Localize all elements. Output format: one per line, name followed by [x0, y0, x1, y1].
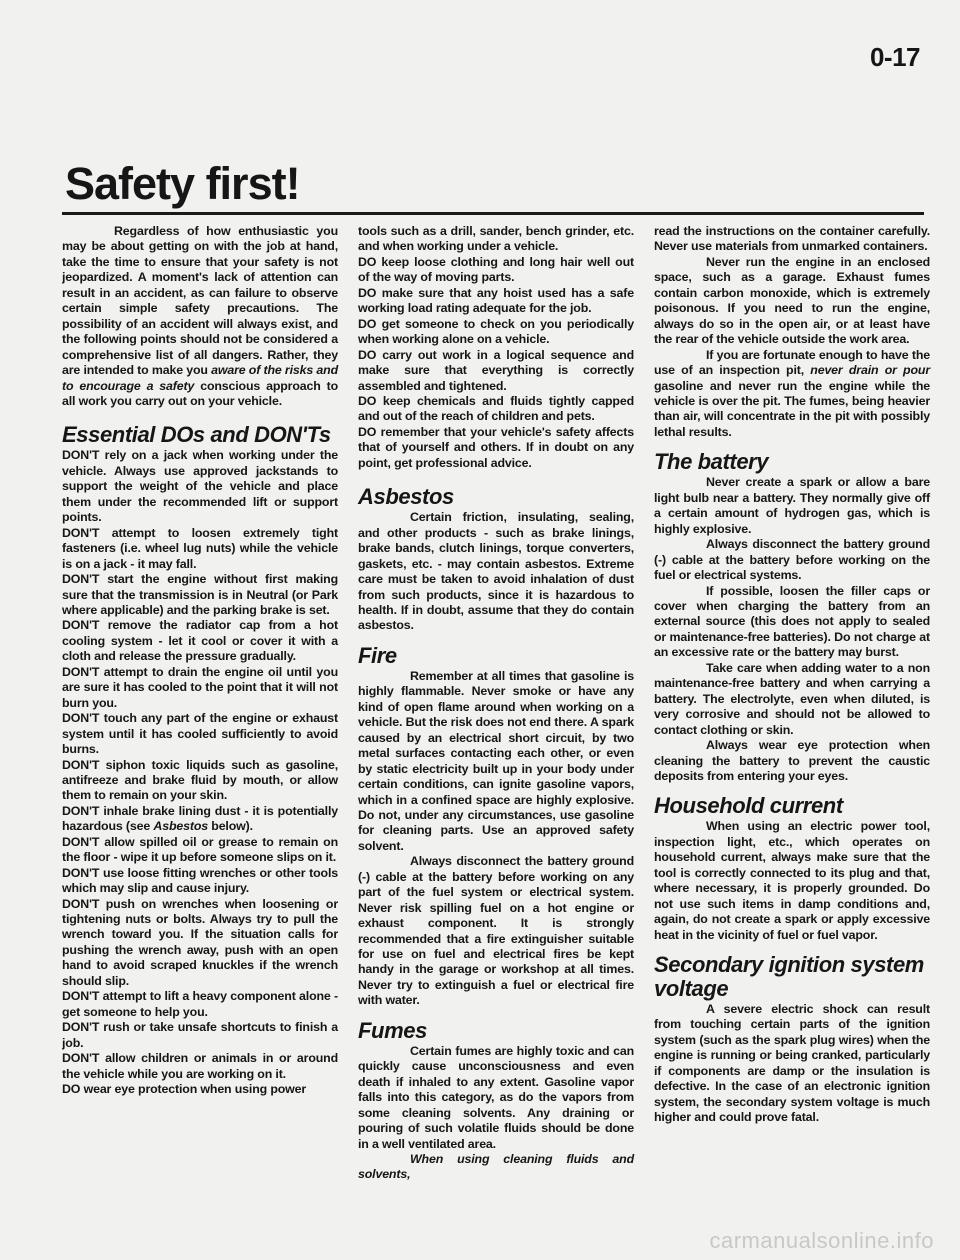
fumes-paragraph-3: Never run the engine in an enclosed space, such as a garage. Exhaust fumes contain carbon monoxide, which is extremely poisonous. If you need to run the engine, always do so in the open air, or at least have the rear of the vehicle outside the work area. [654, 254, 930, 347]
fire-paragraph-1: Remember at all times that gasoline is highly flammable. Never smoke or have any kind of open flame around when working on a vehicle. But the risk does not end there. A spark caused by an electrical short circuit, by two metal surfaces contacting each other, or even by static electricity built up in your body under certain conditions, can ignite gasoline vapors, which in a confined space are highly explosive. Do not, under any circumstances, use gasoline for cleaning parts. Use an approved safety solvent. [358, 668, 634, 853]
column-2 [358, 224, 634, 1236]
rule-item: DON'T siphon toxic liquids such as gasoline, antifreeze and brake fluid by mouth, or allow them to remain on your skin. [62, 757, 338, 803]
rule-item: DO wear eye protection when using power [62, 1082, 307, 1097]
continued-text: read the instructions on the container carefully. Never use materials from unmarked containers. [654, 224, 930, 254]
rule-item: DON'T push on wrenches when loosening or tightening nuts or bolts. Always try to pull the wrench toward you. If the situation calls for pushing the wrench away, push with an open hand to avoid scraped knuckles if the wrench should slip. [62, 896, 338, 988]
rule-item: DON'T attempt to drain the engine oil until you are sure it has cooled to the point that it will not burn you. [62, 664, 338, 710]
fumes-heading: Fumes [358, 1017, 427, 1043]
page-title: Safety first! [65, 158, 300, 209]
battery-paragraph-5: Always wear eye protection when cleaning the battery to prevent the caustic deposits from entering your eyes. [654, 738, 930, 783]
rule-item: DO keep chemicals and fluids tightly capped and out of the reach of children and pets. [358, 393, 634, 424]
household-paragraph: When using an electric power tool, inspection light, etc., which operates on household current, always make sure that the tool is correctly connected to its plug and that, where necessary, it is properly grounded. Do not use such items in damp conditions and, again, do not create a spark or apply excessive heat in the vicinity of fuel or fuel vapor. [654, 819, 930, 942]
ignition-paragraph: A severe electric shock can result from touching certain parts of the ignition system (such as the spark plug wires) when the engine is running or being cranked, particularly if components are damp or the insulation is defective. In the case of an electronic ignition system, the secondary system voltage is much higher and could prove fatal. [654, 1002, 930, 1125]
rule-item: DO carry out work in a logical sequence and make sure that everything is correctly assembled and tightened. [358, 347, 634, 393]
rule-item: DON'T remove the radiator cap from a hot cooling system - let it cool or cover it with a cloth and release the pressure gradually. [62, 618, 338, 664]
battery-paragraph-2: Always disconnect the battery ground (-) cable at the battery before working on the fuel or electrical systems. [654, 537, 930, 583]
ignition-heading-line-1: Secondary ignition system [654, 952, 924, 978]
page-number: 0-17 [869, 42, 920, 72]
rule-item: DON'T use loose fitting wrenches or other tools which may slip and cause injury. [62, 865, 338, 896]
intro-paragraph: Regardless of how enthusiastic you may be about getting on with the job at hand, take the time to ensure that your safety is not jeopardized. A moment's lack of attention can result in an accident, as can failure to observe certain simple safety precautions. The possibility of an accident will always exist, and the following points should not be considered a comprehensive list of all dangers. Rather, they are intended to make you aware of the risks and to encourage a safety conscious approach to all work you carry out on your vehicle. [62, 224, 339, 408]
rule-item: DON'T attempt to loosen extremely tight fasteners (i.e. wheel lug nuts) while the vehicle is on a jack - it may fall. [62, 525, 338, 571]
rule-item-dust: DON'T inhale brake lining dust - it is potentially hazardous (see Asbestos below). [62, 803, 338, 834]
battery-paragraph-3: If possible, loosen the filler caps or cover when charging the battery from an external source (this does not apply to sealed or maintenance-free batteries). Do not charge at an excessive rate or the battery may burst. [654, 583, 930, 660]
rule-item: DO make sure that any hoist used has a safe working load rating adequate for the job. [358, 285, 634, 316]
rule-item: DON'T allow spilled oil or grease to remain on the floor - wipe it up before someone slips on it. [62, 834, 338, 865]
rule-item: DO remember that your vehicle's safety affects that of yourself and others. If in doubt on any point, get professional advice. [358, 424, 634, 470]
rule-item: DON'T rely on a jack when working under the vehicle. Always use approved jackstands to support the weight of the vehicle and place them under the recommended lift or support points. [62, 448, 338, 525]
text-columns [62, 224, 934, 1236]
fire-heading: Fire [358, 642, 397, 668]
household-heading: Household current [654, 793, 843, 819]
fumes-paragraph-2: When using cleaning fluids and solvents, [358, 1152, 634, 1182]
fire-paragraph-2: Always disconnect the battery ground (-) cable at the battery before working on any part of the fuel system or electrical system. Never risk spilling fuel on a hot engine or exhaust component. It is strongly recommended that a fire extinguisher suitable for use on fuel and electrical fires be kept handy in the garage or workshop at all times. Never try to extinguish a fuel or electrical fire with water. [358, 854, 634, 1008]
battery-paragraph-4: Take care when adding water to a non maintenance-free battery and when carrying a battery. The electrolyte, even when diluted, is very corrosive and should not be allowed to contact clothing or skin. [654, 660, 930, 737]
fumes-paragraph-1: Certain fumes are highly toxic and can quickly cause unconsciousness and even death if inhaled to any extent. Gasoline vapor falls into this category, as do the vapors from some cleaning solvents. Any draining or pouring of such volatile fluids should be done in a well ventilated area. [358, 1043, 634, 1151]
rule-item: DO get someone to check on you periodically when working alone on a vehicle. [358, 316, 634, 347]
title-rule [62, 212, 924, 215]
column-1 [62, 224, 338, 1236]
asbestos-heading: Asbestos [358, 484, 454, 510]
fumes-paragraph-4: If you are fortunate enough to have the use of an inspection pit, never drain or pour gasoline and never run the engine while the vehicle is over the pit. The fumes, being heavier than air, will concentrate in the pit with possibly lethal results. [654, 347, 930, 439]
rule-item: DON'T rush or take unsafe shortcuts to finish a job. [62, 1020, 338, 1050]
essential-heading: Essential DOs and DON'Ts [62, 422, 331, 448]
rule-item: DON'T start the engine without first making sure that the transmission is in Neutral (or Park where applicable) and the parking brake is set. [62, 572, 338, 617]
column-3 [654, 224, 930, 1236]
ignition-heading-line-2: voltage [654, 976, 729, 1002]
rule-item: DON'T touch any part of the engine or exhaust system until it has cooled sufficiently to avoid burns. [62, 711, 338, 757]
continued-text: tools such as a drill, sander, bench grinder, etc. and when working under a vehicle. [358, 224, 634, 254]
rule-item: DON'T attempt to lift a heavy component alone - get someone to help you. [62, 989, 338, 1019]
battery-heading: The battery [654, 449, 769, 475]
battery-paragraph-1: Never create a spark or allow a bare light bulb near a battery. They normally give off a certain amount of hydrogen gas, which is highly explosive. [654, 475, 930, 536]
watermark: carmanualsonline.info [709, 1228, 934, 1253]
rule-item: DON'T allow children or animals in or around the vehicle while you are working on it. [62, 1051, 338, 1081]
rule-item: DO keep loose clothing and long hair well out of the way of moving parts. [358, 254, 634, 285]
asbestos-paragraph: Certain friction, insulating, sealing, and other products - such as brake linings, brake bands, clutch linings, torque converters, gaskets, etc. - may contain asbestos. Extreme care must be taken to avoid inhalation of dust from such products, since it is hazardous to health. If in doubt, assume that they do contain asbestos. [358, 510, 634, 633]
